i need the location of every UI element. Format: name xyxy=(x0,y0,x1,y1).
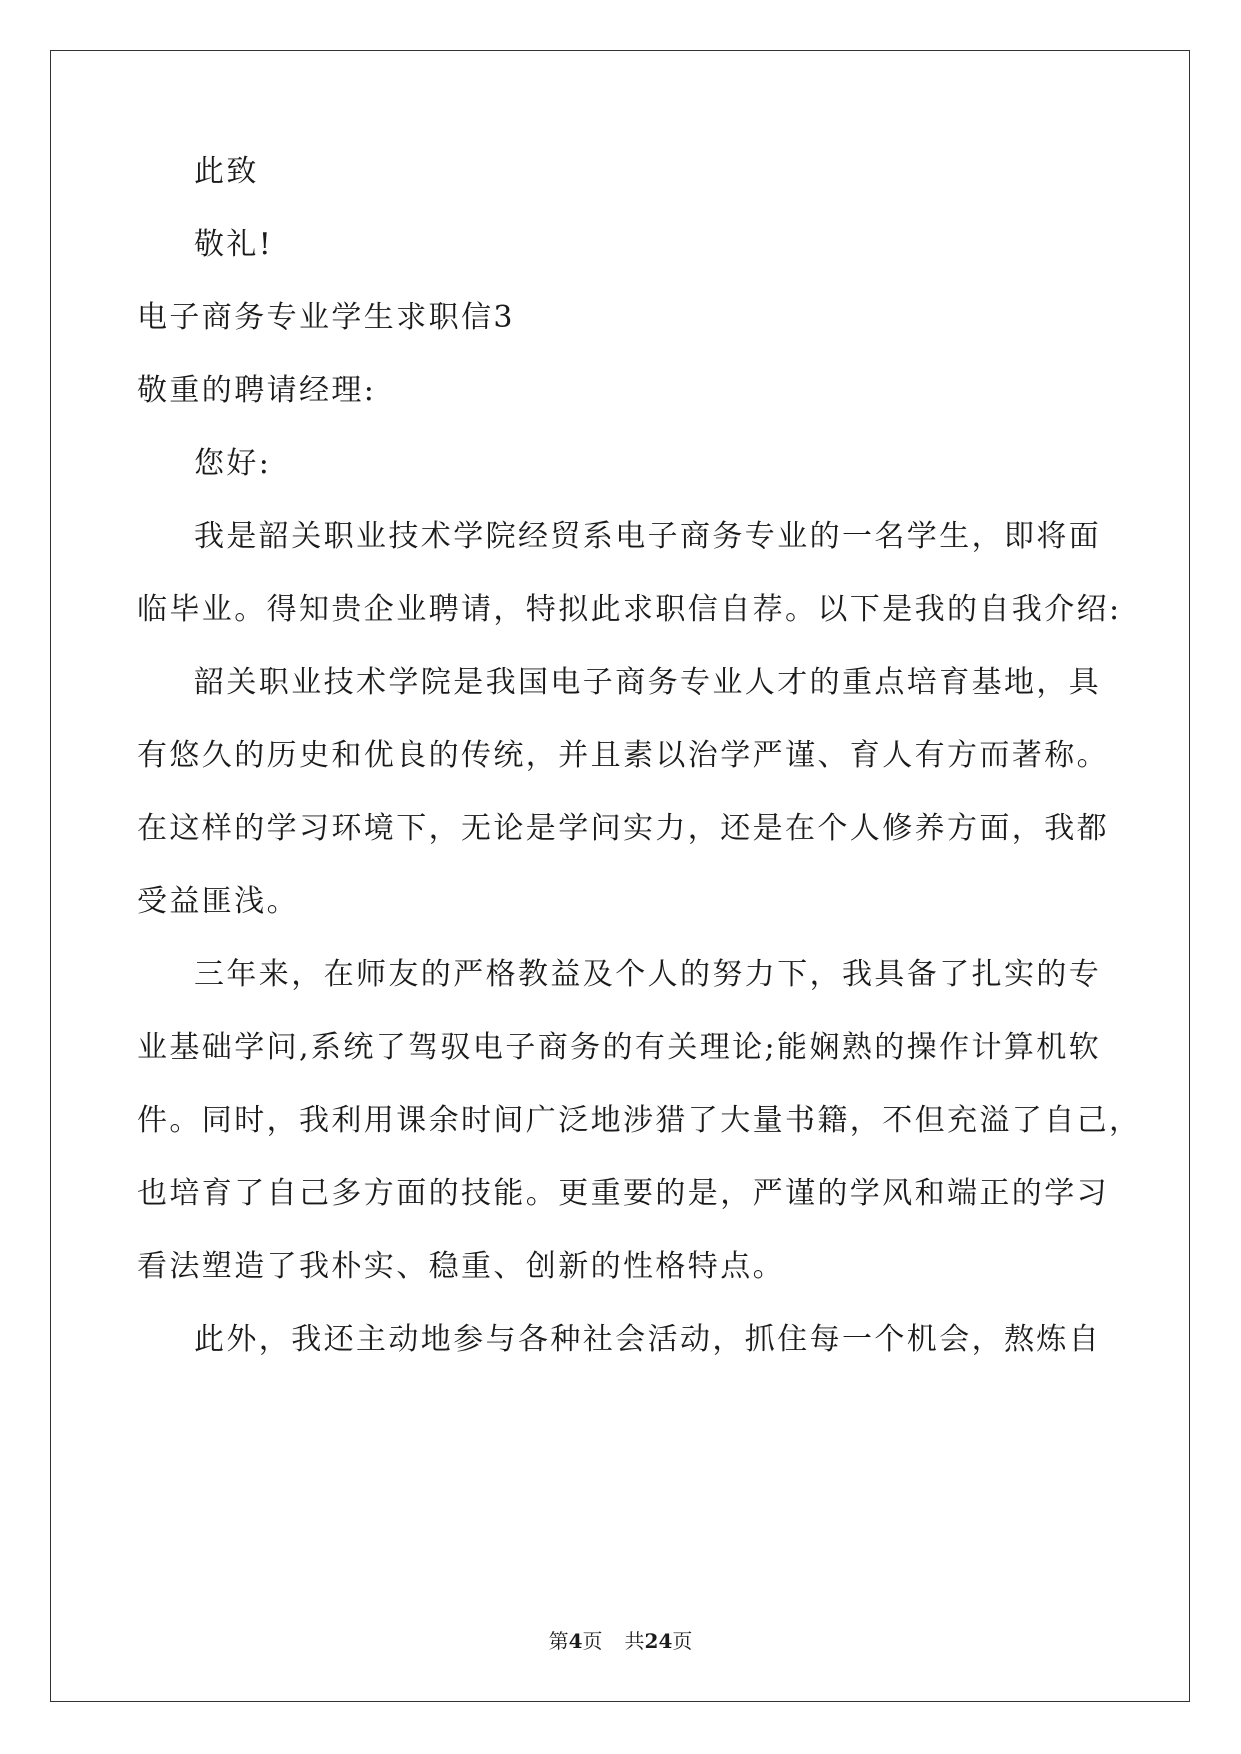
paragraph-line: 件。同时，我利用课余时间广泛地涉猎了大量书籍，不但充溢了自己， xyxy=(137,1103,1142,1138)
paragraph-line: 临毕业。得知贵企业聘请，特拟此求职信自荐。以下是我的自我介绍: xyxy=(137,592,1122,627)
paragraph-line: 业基础学问,系统了驾驭电子商务的有关理论;能娴熟的操作计算机软 xyxy=(137,1030,1102,1065)
salutation: 敬重的聘请经理: xyxy=(137,373,377,408)
page-total: 24 xyxy=(644,1629,673,1653)
paragraph-line: 我是韶关职业技术学院经贸系电子商务专业的一名学生，即将面 xyxy=(194,519,1102,554)
paragraph-line: 有悠久的历史和优良的传统，并且素以治学严谨、育人有方而著称。 xyxy=(137,738,1109,773)
closing-line-1: 此致 xyxy=(194,154,259,189)
section-title: 电子商务专业学生求职信3 xyxy=(137,300,515,335)
paragraph-line: 受益匪浅。 xyxy=(137,884,299,919)
paragraph-line: 韶关职业技术学院是我国电子商务专业人才的重点培育基地，具 xyxy=(194,665,1102,700)
footer-total-prefix: 共 xyxy=(624,1629,645,1653)
paragraph-line: 看法塑造了我朴实、稳重、创新的性格特点。 xyxy=(137,1249,785,1284)
closing-line-2: 敬礼! xyxy=(194,227,274,262)
page-number: 4 xyxy=(568,1629,583,1653)
paragraph-line: 在这样的学习环境下，无论是学问实力，还是在个人修养方面，我都 xyxy=(137,811,1109,846)
paragraph-line: 此外，我还主动地参与各种社会活动，抓住每一个机会，熬炼自 xyxy=(194,1322,1102,1357)
page-footer xyxy=(0,1628,1241,1654)
footer-prefix: 第 xyxy=(548,1629,569,1653)
footer-page-suffix: 页 xyxy=(582,1629,603,1653)
paragraph-line: 三年来，在师友的严格教益及个人的努力下，我具备了扎实的专 xyxy=(194,957,1102,992)
footer-total-suffix: 页 xyxy=(672,1629,693,1653)
paragraph-line: 也培育了自己多方面的技能。更重要的是，严谨的学风和端正的学习 xyxy=(137,1176,1109,1211)
greeting: 您好: xyxy=(194,446,272,481)
